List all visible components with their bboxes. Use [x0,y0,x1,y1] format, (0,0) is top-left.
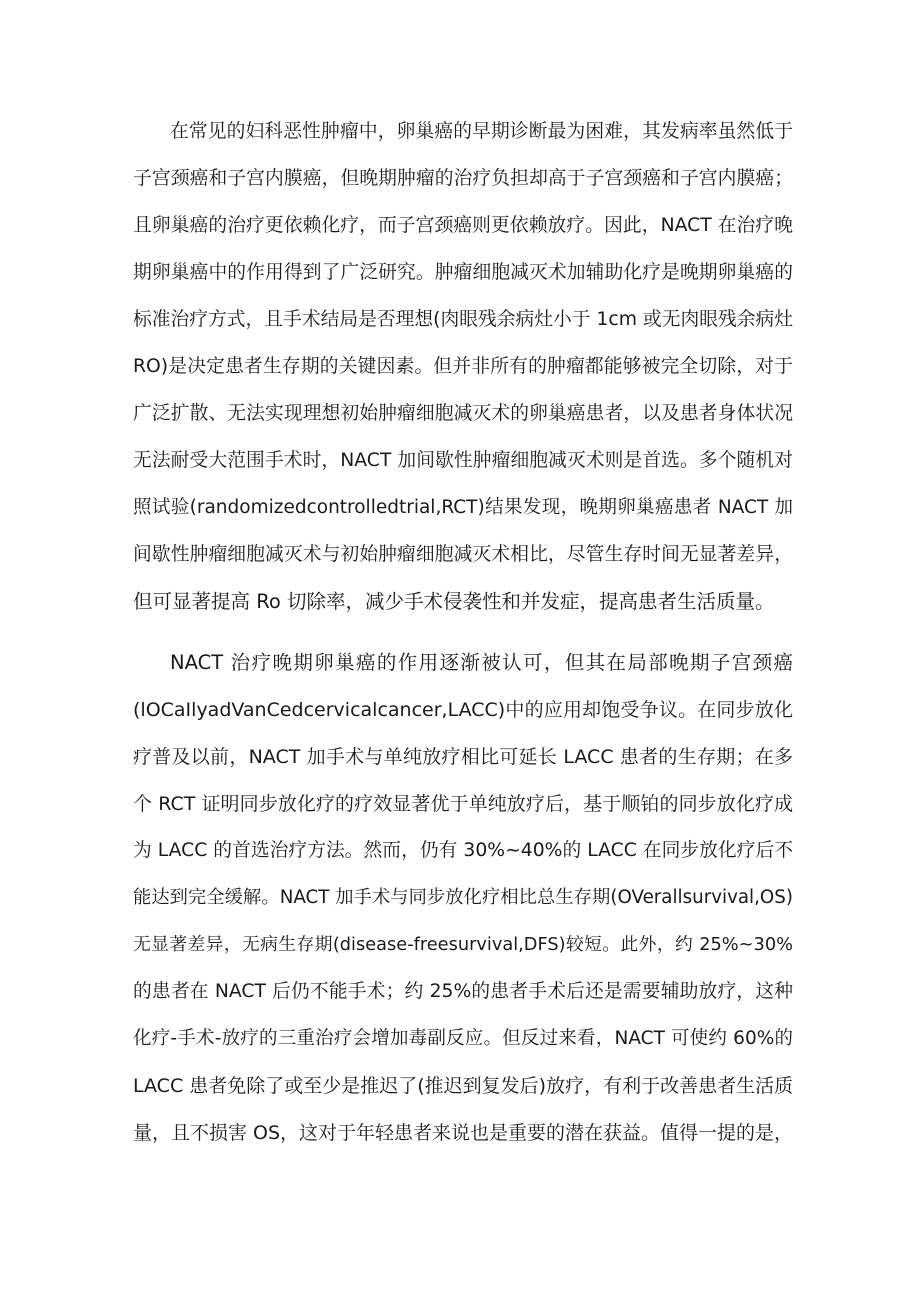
text-line: 疗普及以前，NACT 加手术与单纯放疗相比可延长 LACC 患者的生存期；在多 [133,746,793,768]
text-line: 的患者在 NACT 后仍不能手术；约 25%的患者手术后还是需要辅助放疗，这种 [133,981,793,1002]
text-line: 但可显著提高 Ro 切除率，减少手术侵袭性和并发症，提高患者生活质量。 [133,590,775,613]
text-line: 广泛扩散、无法实现理想初始肿瘤细胞减灭术的卵巢癌患者，以及患者身体状况 [133,403,793,424]
text-line: 照试验(randomizedcontrolledtrial,RCT)结果发现，晚期卵巢癌患者 NACT 加 [133,497,793,518]
text-line: 能达到完全缓解。NACT 加手术与同步放化疗相比总生存期(OVerallsurvival,OS) [133,887,793,908]
text-line: 量，且不损害 OS，这对于年轻患者来说也是重要的潜在获益。值得一提的是， [133,1122,793,1144]
text-line: 个 RCT 证明同步放化疗的疗效显著优于单纯放疗后，基于顺铂的同步放化疗成 [133,793,793,815]
text-line: 无显著差异，无病生存期(disease-freesurvival,DFS)较短。此外，约 25%~30% [133,935,793,955]
text-line: 间歇性肿瘤细胞减灭术与初始肿瘤细胞减灭术相比，尽管生存时间无显著差异， [133,544,793,565]
text-line: 子宫颈癌和子宫内膜癌，但晚期肿瘤的治疗负担却高于子宫颈癌和子宫内膜癌； [133,168,793,189]
text-line: 且卵巢癌的治疗更依赖化疗，而子宫颈癌则更依赖放疗。因此，NACT 在治疗晚 [133,215,793,236]
text-line: 无法耐受大范围手术时，NACT 加间歇性肿瘤细胞减灭术则是首选。多个随机对 [133,450,793,471]
text-line: 为 LACC 的首选治疗方法。然而，仍有 30%~40%的 LACC 在同步放化疗后不 [133,840,793,861]
text-line: 标准治疗方式，且手术结局是否理想(肉眼残余病灶小于 1cm 或无肉眼残余病灶 [133,309,793,330]
text-line: 在常见的妇科恶性肿瘤中，卵巢癌的早期诊断最为困难，其发病率虽然低于 [170,121,793,142]
text-line: NACT 治疗晚期卵巢癌的作用逐渐被认可，但其在局部晚期子宫颈癌 [170,651,793,674]
text-line: 化疗-手术-放疗的三重治疗会增加毒副反应。但反过来看，NACT 可使约 60%的 [133,1028,793,1049]
text-line: (lOCaIlyadVanCedcervicalcancer,LACC)中的应用却饱受争议。在同步放化 [133,699,793,721]
text-line: LACC 患者免除了或至少是推迟了(推迟到复发后)放疗，有利于改善患者生活质 [133,1075,793,1097]
text-line: 期卵巢癌中的作用得到了广泛研究。肿瘤细胞减灭术加辅助化疗是晚期卵巢癌的 [133,262,793,283]
text-line: RO)是决定患者生存期的关键因素。但并非所有的肿瘤都能够被完全切除，对于 [133,356,793,377]
